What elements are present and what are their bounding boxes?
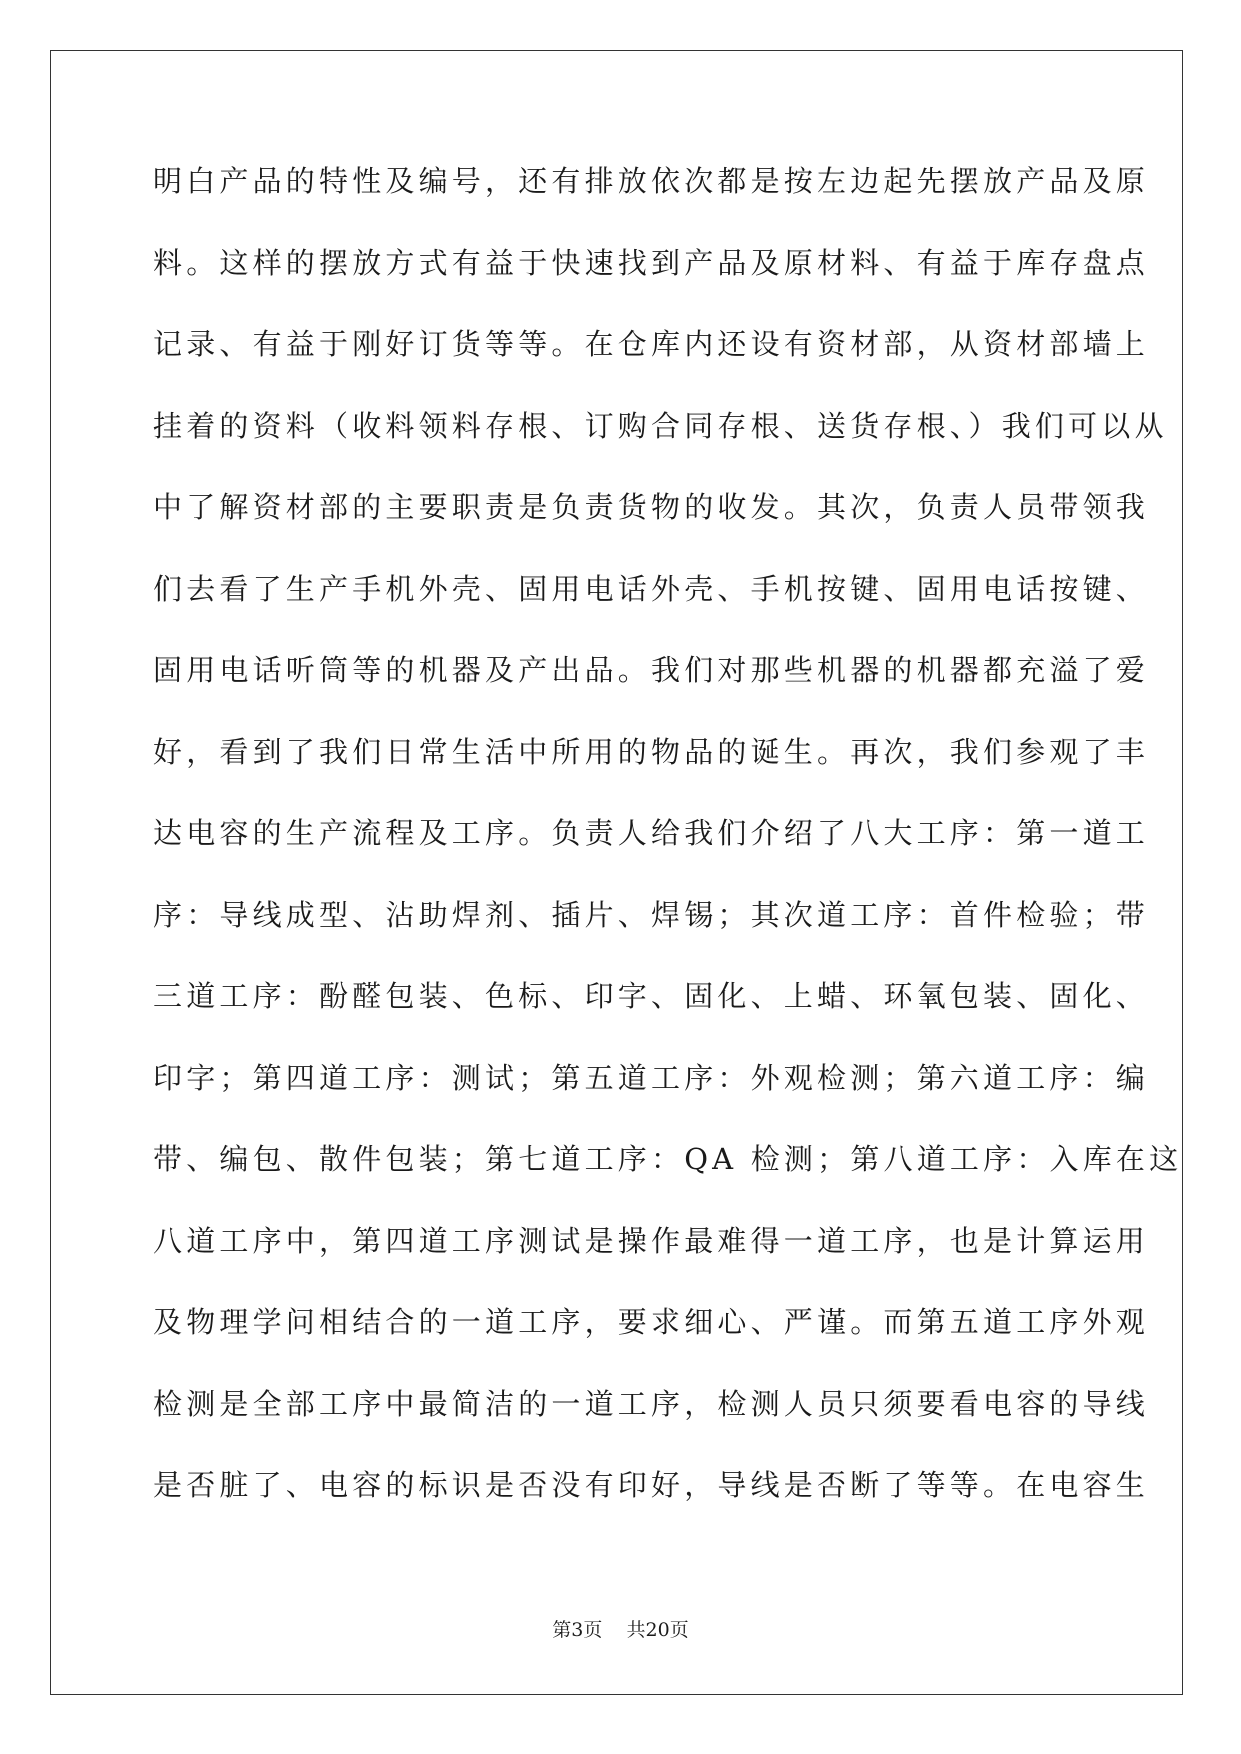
text-line: 记录、有益于刚好订货等等。在仓库内还设有资材部，从资材部墙上 — [153, 327, 1150, 361]
text-line: 及物理学问相结合的一道工序，要求细心、严谨。而第五道工序外观 — [153, 1305, 1150, 1339]
footer-spacer — [602, 1619, 626, 1641]
text-line: 明白产品的特性及编号，还有排放依次都是按左边起先摆放产品及原 — [153, 164, 1150, 198]
text-line: 是否脏了、电容的标识是否没有印好，导线是否断了等等。在电容生 — [153, 1468, 1150, 1502]
text-line: 挂着的资料（收料领料存根、订购合同存根、送货存根、）我们可以从 — [153, 408, 1168, 443]
text-line: 们去看了生产手机外壳、固用电话外壳、手机按键、固用电话按键、 — [153, 571, 1150, 606]
text-line: 固用电话听筒等的机器及产出品。我们对那些机器的机器都充溢了爱 — [153, 653, 1150, 687]
text-line: 检测是全部工序中最简洁的一道工序，检测人员只须要看电容的导线 — [153, 1386, 1150, 1421]
text-line: 序：导线成型、沾助焊剂、插片、焊锡；其次道工序：首件检验；带 — [153, 897, 1150, 932]
page-number: 第3页 — [552, 1619, 603, 1641]
text-line: 八道工序中，第四道工序测试是操作最难得一道工序，也是计算运用 — [153, 1223, 1150, 1258]
text-line: 带、编包、散件包装；第七道工序：QA 检测；第八道工序：入库在这 — [153, 1142, 1183, 1176]
text-line: 好，看到了我们日常生活中所用的物品的诞生。再次，我们参观了丰 — [153, 734, 1150, 769]
text-line: 达电容的生产流程及工序。负责人给我们介绍了八大工序：第一道工 — [153, 816, 1150, 850]
text-line: 料。这样的摆放方式有益于快速找到产品及原材料、有益于库存盘点 — [153, 245, 1150, 280]
page-footer — [0, 1618, 1241, 1642]
text-line: 印字；第四道工序：测试；第五道工序：外观检测；第六道工序：编 — [153, 1060, 1150, 1095]
page-total: 共20页 — [626, 1619, 689, 1641]
body-text — [153, 161, 1183, 1547]
text-line: 三道工序：酚醛包装、色标、印字、固化、上蜡、环氧包装、固化、 — [153, 979, 1150, 1013]
text-line: 中了解资材部的主要职责是负责货物的收发。其次，负责人员带领我 — [153, 490, 1150, 524]
